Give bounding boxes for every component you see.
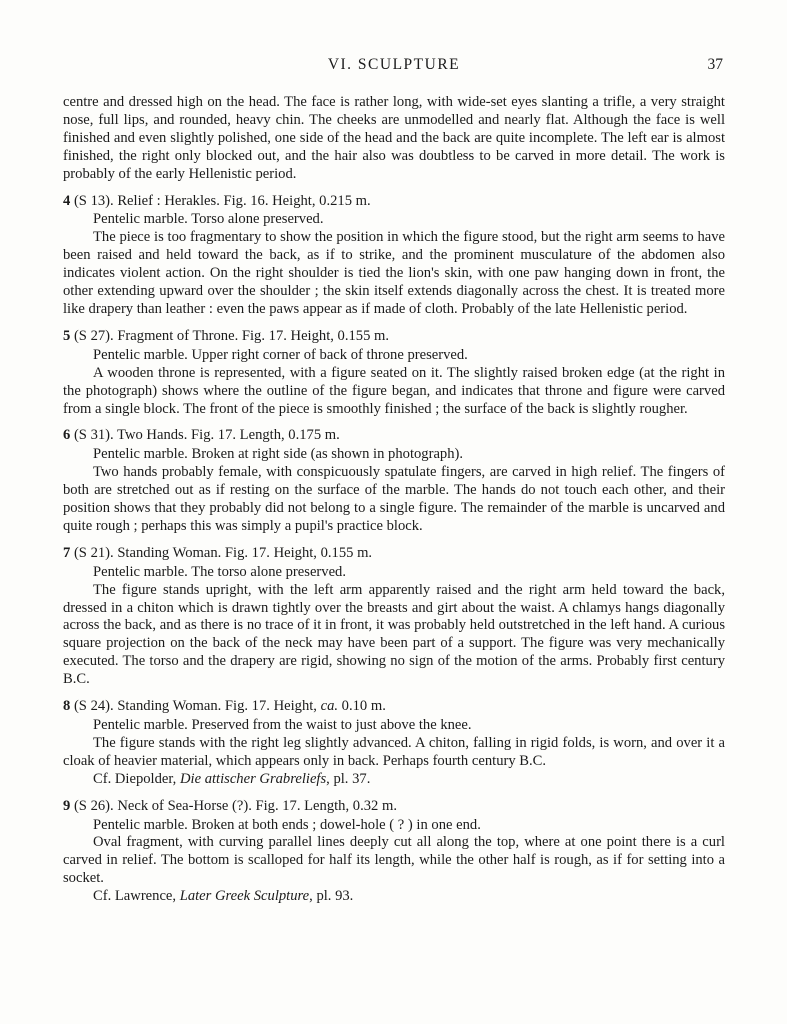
- intro-paragraph: centre and dressed high on the head. The face is rather long, with wide-set eyes slanting a trifle, a very straight nose, full lips, and rounded, heavy chin. The cheeks are unmodelled and nearly flat. Although the face is well finished and even slightly polished, one side of the head and the back are quite incomplete. The left ear is almost finished, the right only blocked out, and the hair also was doubtless to be carved in more detail. The work is probably of the early Hellenistic period.: [63, 94, 725, 182]
- entry-heading: [63, 193, 725, 211]
- reference-work-title: Die attischer Grabreliefs: [179, 770, 327, 787]
- reference-prefix: Cf. Diepolder,: [93, 770, 180, 787]
- reference-suffix: , pl. 93.: [309, 888, 354, 905]
- entry-reference: [63, 771, 725, 789]
- entry-description: Oval fragment, with curving parallel lines deeply cut all along the top, where at one point there is a curl carved in relief. The bottom is scalloped for half its length, while the other half is rough, as if for setting into a socket.: [63, 834, 725, 887]
- entry-title: (S 21). Standing Woman. Fig. 17. Height, 0.155 m.: [70, 544, 373, 561]
- entry-title: (S 24). Standing Woman. Fig. 17. Height,: [70, 698, 321, 715]
- entry-number: 7: [63, 544, 71, 561]
- entry-description: The figure stands upright, with the left arm apparently raised and the right arm held toward the back, dressed in a chiton which is drawn tightly over the breasts and girt about the waist. A chlamys hangs diagonally across the back, and as there is no trace of it in front, it was probably held outstretched in the left hand. A curious square projection on the back of the neck may have been part of a support. The figure was very mechanically executed. The torso and the drapery are rigid, showing no sign of the motion of the arms. Probably first century B.C.: [63, 581, 725, 688]
- entry-material: Pentelic marble. Upper right corner of back of throne preserved.: [93, 346, 468, 363]
- catalog-entry-5: [63, 328, 725, 419]
- entry-material: Pentelic marble. Preserved from the waist to just above the knee.: [93, 717, 472, 733]
- entry-material: Pentelic marble. The torso alone preserved.: [93, 563, 347, 580]
- entry-reference: [63, 888, 725, 906]
- entry-number: 5: [63, 327, 71, 344]
- catalog-entry-6: [63, 427, 725, 535]
- entry-description: The figure stands with the right leg slightly advanced. A chiton, falling in rigid folds, is worn, and over it a cloak of heavier material, which appears only in back. Perhaps fourth century B.C.: [63, 734, 725, 769]
- entry-material: Pentelic marble. Broken at both ends ; dowel-hole ( ? ) in one end.: [93, 816, 481, 833]
- reference-suffix: , pl. 37.: [326, 770, 371, 787]
- entry-material: Pentelic marble. Torso alone preserved.: [93, 211, 324, 228]
- entry-number: 8: [63, 698, 71, 715]
- entry-title: (S 13). Relief : Herakles. Fig. 16. Height, 0.215 m.: [70, 192, 371, 209]
- entry-title-end: 0.10 m.: [338, 698, 386, 715]
- entry-material: Pentelic marble. Broken at right side (as shown in photograph).: [93, 446, 464, 463]
- entry-heading: [63, 328, 725, 346]
- entry-number: 9: [63, 797, 71, 814]
- running-title: VI. SCULPTURE: [327, 56, 461, 73]
- entry-title: (S 31). Two Hands. Fig. 17. Length, 0.175 m.: [70, 427, 340, 444]
- entry-heading: [63, 698, 725, 716]
- entry-heading: [63, 427, 725, 445]
- entry-heading: [63, 798, 725, 816]
- entry-title: (S 27). Fragment of Throne. Fig. 17. Height, 0.155 m.: [70, 327, 390, 344]
- page-header: [63, 56, 725, 78]
- entry-description: Two hands probably female, with conspicuously spatulate fingers, are carved in high relief. The fingers of both are stretched out as if resting on the surface of the marble. The hands do not touch each other, and their position shows that they probably did not belong to a single figure. The remainder of the marble is uncarved and quite rough ; perhaps this was simply a pupil's practice block.: [63, 464, 725, 534]
- entry-heading: [63, 545, 725, 563]
- catalog-entry-4: [63, 193, 725, 319]
- entry-title-italic: ca.: [320, 698, 339, 715]
- entry-description: A wooden throne is represented, with a figure seated on it. The slightly raised broken edge (at the right in the photograph) shows where the outline of the figure began, and indicates that throne and figure were carved from a single block. The front of the piece is smoothly finished ; the surface of the back is slightly rougher.: [63, 364, 725, 417]
- page-number: 37: [707, 56, 723, 73]
- entry-description: The piece is too fragmentary to show the position in which the figure stood, but the right arm seems to have been raised and held toward the back, as if to strike, and the prominent musculature of the abdomen also indicates violent action. On the right shoulder is tied the lion's skin, with one paw hanging down in front, the other extending upward over the shoulder ; the skin itself extends diagonally across the chest. It is treated more like drapery than leather : even the paws appear as if made of cloth. Probably of the late Hellenistic period.: [63, 229, 725, 317]
- page-body: [63, 94, 725, 906]
- reference-work-title: Later Greek Sculpture: [179, 888, 310, 905]
- catalog-entry-8: [63, 698, 725, 789]
- catalog-entry-7: [63, 545, 725, 689]
- entry-title: (S 26). Neck of Sea-Horse (?). Fig. 17. Length, 0.32 m.: [70, 797, 397, 814]
- reference-prefix: Cf. Lawrence,: [93, 888, 180, 905]
- entry-number: 4: [63, 192, 71, 209]
- entry-number: 6: [63, 427, 71, 444]
- catalog-entry-9: [63, 798, 725, 906]
